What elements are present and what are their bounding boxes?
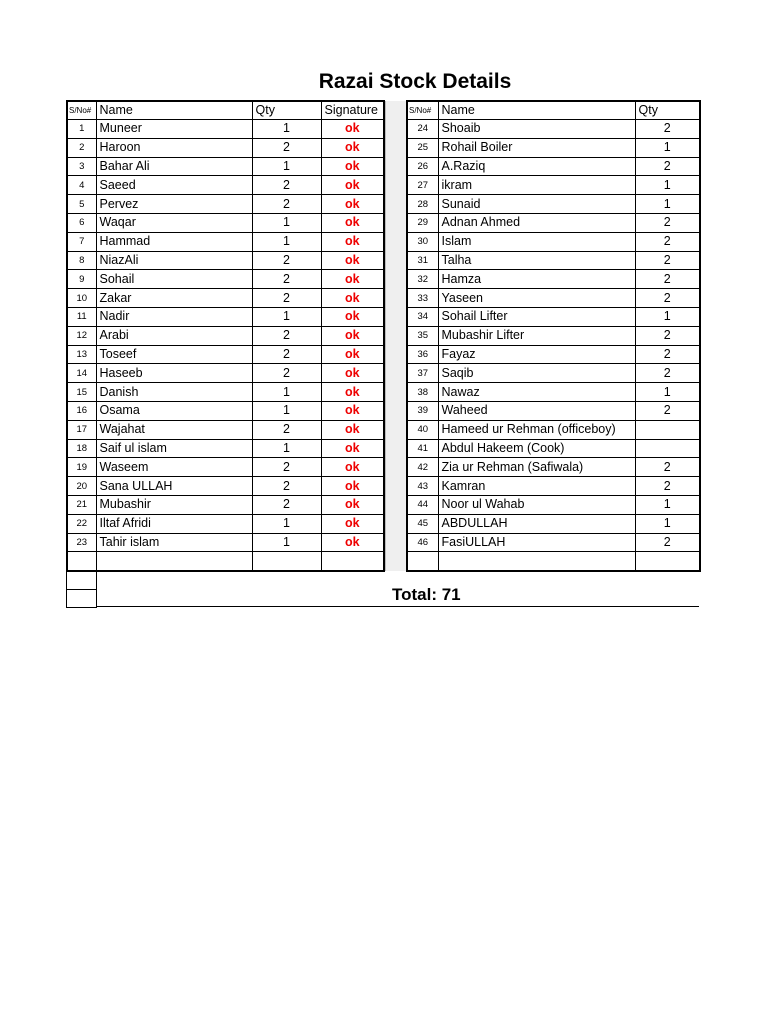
signature-cell: ok bbox=[321, 364, 384, 383]
signature-cell: ok bbox=[321, 345, 384, 364]
table-row bbox=[67, 176, 384, 195]
footer-sn-cells bbox=[66, 571, 97, 608]
sn-cell: 3 bbox=[67, 157, 96, 176]
signature-cell: ok bbox=[321, 120, 384, 139]
table-row bbox=[407, 157, 700, 176]
name-cell: Nawaz bbox=[438, 383, 635, 402]
sn-cell: 18 bbox=[67, 439, 96, 458]
qty-cell: 1 bbox=[635, 176, 700, 195]
qty-cell: 1 bbox=[252, 120, 321, 139]
name-cell: Danish bbox=[96, 383, 252, 402]
sn-cell: 20 bbox=[67, 477, 96, 496]
sn-cell: 21 bbox=[67, 495, 96, 514]
sn-cell: 22 bbox=[67, 514, 96, 533]
header-qty: Qty bbox=[635, 101, 700, 120]
signature-cell: ok bbox=[321, 157, 384, 176]
name-cell: Saqib bbox=[438, 364, 635, 383]
name-cell: Wajahat bbox=[96, 420, 252, 439]
name-cell: Adnan Ahmed bbox=[438, 213, 635, 232]
name-cell: Bahar Ali bbox=[96, 157, 252, 176]
sn-cell: 25 bbox=[407, 138, 438, 157]
sn-cell: 2 bbox=[67, 138, 96, 157]
footer-sn-cell bbox=[67, 590, 97, 608]
table-row bbox=[67, 420, 384, 439]
sn-cell: 34 bbox=[407, 307, 438, 326]
sn-cell: 12 bbox=[67, 326, 96, 345]
sn-cell: 17 bbox=[67, 420, 96, 439]
header-row bbox=[67, 101, 384, 120]
table-row bbox=[67, 364, 384, 383]
qty-cell bbox=[635, 552, 700, 571]
header-name: Name bbox=[438, 101, 635, 120]
header-signature: Signature bbox=[321, 101, 384, 120]
name-cell: Nadir bbox=[96, 307, 252, 326]
column-separator bbox=[385, 101, 407, 571]
sn-cell: 13 bbox=[67, 345, 96, 364]
signature-cell: ok bbox=[321, 326, 384, 345]
qty-cell: 1 bbox=[252, 307, 321, 326]
qty-cell: 2 bbox=[252, 458, 321, 477]
qty-cell: 1 bbox=[252, 401, 321, 420]
name-cell: Sohail bbox=[96, 270, 252, 289]
table-row bbox=[407, 195, 700, 214]
qty-cell: 2 bbox=[252, 364, 321, 383]
name-cell: Arabi bbox=[96, 326, 252, 345]
name-cell: Osama bbox=[96, 401, 252, 420]
sn-cell: 6 bbox=[67, 213, 96, 232]
table-row bbox=[67, 232, 384, 251]
sn-cell: 26 bbox=[407, 157, 438, 176]
table-row bbox=[67, 458, 384, 477]
sn-cell: 31 bbox=[407, 251, 438, 270]
sn-cell: 29 bbox=[407, 213, 438, 232]
signature-cell: ok bbox=[321, 213, 384, 232]
sn-cell: 24 bbox=[407, 120, 438, 139]
qty-cell: 2 bbox=[635, 289, 700, 308]
name-cell: Yaseen bbox=[438, 289, 635, 308]
qty-cell: 2 bbox=[635, 533, 700, 552]
qty-cell bbox=[635, 420, 700, 439]
header-sn: S/No# bbox=[67, 101, 96, 120]
name-cell: Muneer bbox=[96, 120, 252, 139]
name-cell: Iltaf Afridi bbox=[96, 514, 252, 533]
table-row bbox=[407, 439, 700, 458]
name-cell: Rohail Boiler bbox=[438, 138, 635, 157]
table-row bbox=[407, 401, 700, 420]
name-cell: Hameed ur Rehman (officeboy) bbox=[438, 420, 635, 439]
qty-cell: 1 bbox=[635, 495, 700, 514]
name-cell: ABDULLAH bbox=[438, 514, 635, 533]
sn-cell: 19 bbox=[67, 458, 96, 477]
header-name: Name bbox=[96, 101, 252, 120]
table-row bbox=[407, 533, 700, 552]
sn-cell: 45 bbox=[407, 514, 438, 533]
qty-cell: 2 bbox=[635, 213, 700, 232]
qty-cell: 2 bbox=[252, 289, 321, 308]
name-cell: Noor ul Wahab bbox=[438, 495, 635, 514]
signature-cell: ok bbox=[321, 458, 384, 477]
name-cell: Hamza bbox=[438, 270, 635, 289]
table-row bbox=[67, 195, 384, 214]
qty-cell: 1 bbox=[252, 232, 321, 251]
table-row bbox=[407, 458, 700, 477]
name-cell: Saeed bbox=[96, 176, 252, 195]
name-cell: Waqar bbox=[96, 213, 252, 232]
qty-cell: 2 bbox=[635, 232, 700, 251]
sn-cell: 11 bbox=[67, 307, 96, 326]
table-row bbox=[67, 383, 384, 402]
qty-cell: 1 bbox=[635, 307, 700, 326]
name-cell: Pervez bbox=[96, 195, 252, 214]
name-cell: Mubashir Lifter bbox=[438, 326, 635, 345]
signature-cell: ok bbox=[321, 533, 384, 552]
table-row bbox=[407, 232, 700, 251]
page-title: Razai Stock Details bbox=[318, 70, 512, 93]
footer-sn-cell bbox=[67, 572, 97, 590]
qty-cell: 2 bbox=[252, 195, 321, 214]
table-row bbox=[407, 213, 700, 232]
name-cell: Saif ul islam bbox=[96, 439, 252, 458]
sn-cell: 10 bbox=[67, 289, 96, 308]
table-row bbox=[407, 477, 700, 496]
sn-cell: 14 bbox=[67, 364, 96, 383]
qty-cell: 2 bbox=[635, 364, 700, 383]
sn-cell: 43 bbox=[407, 477, 438, 496]
sn-cell: 1 bbox=[67, 120, 96, 139]
table-row bbox=[407, 176, 700, 195]
table-row bbox=[67, 533, 384, 552]
qty-cell: 1 bbox=[635, 383, 700, 402]
name-cell: Islam bbox=[438, 232, 635, 251]
qty-cell: 1 bbox=[252, 213, 321, 232]
name-cell bbox=[96, 552, 252, 571]
sn-cell: 9 bbox=[67, 270, 96, 289]
right-table-body bbox=[407, 101, 700, 571]
qty-cell: 1 bbox=[252, 533, 321, 552]
table-row bbox=[67, 326, 384, 345]
table-row bbox=[407, 307, 700, 326]
qty-cell: 2 bbox=[635, 345, 700, 364]
qty-cell: 2 bbox=[635, 157, 700, 176]
table-row bbox=[67, 213, 384, 232]
name-cell: Kamran bbox=[438, 477, 635, 496]
header-row bbox=[407, 101, 700, 120]
table-row bbox=[407, 345, 700, 364]
table-row bbox=[67, 270, 384, 289]
left-table-body bbox=[67, 101, 384, 571]
qty-cell: 2 bbox=[635, 477, 700, 496]
signature-cell: ok bbox=[321, 251, 384, 270]
qty-cell: 1 bbox=[635, 195, 700, 214]
table-row bbox=[67, 345, 384, 364]
table-row bbox=[407, 138, 700, 157]
table-row bbox=[407, 364, 700, 383]
sn-cell: 37 bbox=[407, 364, 438, 383]
signature-cell: ok bbox=[321, 138, 384, 157]
name-cell: A.Raziq bbox=[438, 157, 635, 176]
name-cell: Waheed bbox=[438, 401, 635, 420]
header-qty: Qty bbox=[252, 101, 321, 120]
left-stock-table bbox=[66, 100, 385, 572]
sn-cell: 27 bbox=[407, 176, 438, 195]
sn-cell: 39 bbox=[407, 401, 438, 420]
name-cell: Mubashir bbox=[96, 495, 252, 514]
sn-cell: 32 bbox=[407, 270, 438, 289]
qty-cell: 2 bbox=[252, 176, 321, 195]
table-row bbox=[67, 477, 384, 496]
sn-cell: 33 bbox=[407, 289, 438, 308]
qty-cell: 2 bbox=[252, 477, 321, 496]
signature-cell: ok bbox=[321, 383, 384, 402]
qty-cell: 2 bbox=[635, 270, 700, 289]
table-row bbox=[67, 495, 384, 514]
signature-cell: ok bbox=[321, 401, 384, 420]
qty-cell: 2 bbox=[252, 420, 321, 439]
sn-cell: 40 bbox=[407, 420, 438, 439]
qty-cell: 2 bbox=[252, 326, 321, 345]
sn-cell: 8 bbox=[67, 251, 96, 270]
name-cell: Hammad bbox=[96, 232, 252, 251]
name-cell: Sunaid bbox=[438, 195, 635, 214]
sn-cell: 35 bbox=[407, 326, 438, 345]
qty-cell: 2 bbox=[635, 326, 700, 345]
name-cell bbox=[438, 552, 635, 571]
qty-cell: 1 bbox=[252, 439, 321, 458]
qty-cell: 2 bbox=[252, 345, 321, 364]
table-row bbox=[407, 420, 700, 439]
signature-cell: ok bbox=[321, 176, 384, 195]
name-cell: Zia ur Rehman (Safiwala) bbox=[438, 458, 635, 477]
qty-cell: 2 bbox=[252, 270, 321, 289]
sn-cell: 30 bbox=[407, 232, 438, 251]
table-row bbox=[407, 251, 700, 270]
name-cell: Zakar bbox=[96, 289, 252, 308]
name-cell: Waseem bbox=[96, 458, 252, 477]
name-cell: Toseef bbox=[96, 345, 252, 364]
qty-cell: 2 bbox=[635, 251, 700, 270]
table-row bbox=[67, 138, 384, 157]
name-cell: Haseeb bbox=[96, 364, 252, 383]
signature-cell: ok bbox=[321, 439, 384, 458]
table-row bbox=[407, 289, 700, 308]
qty-cell: 2 bbox=[635, 120, 700, 139]
qty-cell bbox=[252, 552, 321, 571]
qty-cell: 2 bbox=[635, 401, 700, 420]
sn-cell: 44 bbox=[407, 495, 438, 514]
table-row bbox=[407, 270, 700, 289]
sn-cell: 4 bbox=[67, 176, 96, 195]
qty-cell: 1 bbox=[252, 514, 321, 533]
name-cell: FasiULLAH bbox=[438, 533, 635, 552]
table-row bbox=[67, 120, 384, 139]
qty-cell: 1 bbox=[635, 514, 700, 533]
name-cell: Shoaib bbox=[438, 120, 635, 139]
sn-cell bbox=[407, 552, 438, 571]
table-row bbox=[407, 326, 700, 345]
sn-cell: 28 bbox=[407, 195, 438, 214]
table-row bbox=[407, 552, 700, 571]
name-cell: Sohail Lifter bbox=[438, 307, 635, 326]
sn-cell bbox=[67, 552, 96, 571]
sn-cell: 15 bbox=[67, 383, 96, 402]
signature-cell: ok bbox=[321, 270, 384, 289]
signature-cell: ok bbox=[321, 420, 384, 439]
sn-cell: 42 bbox=[407, 458, 438, 477]
signature-cell bbox=[321, 552, 384, 571]
table-row bbox=[67, 439, 384, 458]
qty-cell: 2 bbox=[252, 138, 321, 157]
table-row bbox=[407, 383, 700, 402]
signature-cell: ok bbox=[321, 232, 384, 251]
table-row bbox=[67, 251, 384, 270]
signature-cell: ok bbox=[321, 195, 384, 214]
sn-cell: 5 bbox=[67, 195, 96, 214]
header-sn: S/No# bbox=[407, 101, 438, 120]
signature-cell: ok bbox=[321, 514, 384, 533]
signature-cell: ok bbox=[321, 289, 384, 308]
qty-cell: 1 bbox=[635, 138, 700, 157]
signature-cell: ok bbox=[321, 495, 384, 514]
qty-cell bbox=[635, 439, 700, 458]
name-cell: Haroon bbox=[96, 138, 252, 157]
sn-cell: 36 bbox=[407, 345, 438, 364]
sn-cell: 23 bbox=[67, 533, 96, 552]
sn-cell: 7 bbox=[67, 232, 96, 251]
table-row bbox=[407, 120, 700, 139]
qty-cell: 1 bbox=[252, 383, 321, 402]
name-cell: Fayaz bbox=[438, 345, 635, 364]
table-row bbox=[407, 514, 700, 533]
sn-cell: 46 bbox=[407, 533, 438, 552]
name-cell: ikram bbox=[438, 176, 635, 195]
right-stock-table bbox=[406, 100, 701, 572]
name-cell: Abdul Hakeem (Cook) bbox=[438, 439, 635, 458]
qty-cell: 2 bbox=[252, 495, 321, 514]
qty-cell: 2 bbox=[252, 251, 321, 270]
table-row bbox=[67, 552, 384, 571]
name-cell: Talha bbox=[438, 251, 635, 270]
name-cell: Sana ULLAH bbox=[96, 477, 252, 496]
table-row bbox=[67, 289, 384, 308]
table-row bbox=[67, 157, 384, 176]
table-row bbox=[67, 401, 384, 420]
sn-cell: 16 bbox=[67, 401, 96, 420]
table-row bbox=[67, 514, 384, 533]
name-cell: Tahir islam bbox=[96, 533, 252, 552]
signature-cell: ok bbox=[321, 307, 384, 326]
sn-cell: 41 bbox=[407, 439, 438, 458]
sn-cell: 38 bbox=[407, 383, 438, 402]
signature-cell: ok bbox=[321, 477, 384, 496]
table-row bbox=[67, 307, 384, 326]
name-cell: NiazAli bbox=[96, 251, 252, 270]
table-row bbox=[407, 495, 700, 514]
qty-cell: 1 bbox=[252, 157, 321, 176]
total-label: Total: 71 bbox=[392, 585, 461, 604]
qty-cell: 2 bbox=[635, 458, 700, 477]
